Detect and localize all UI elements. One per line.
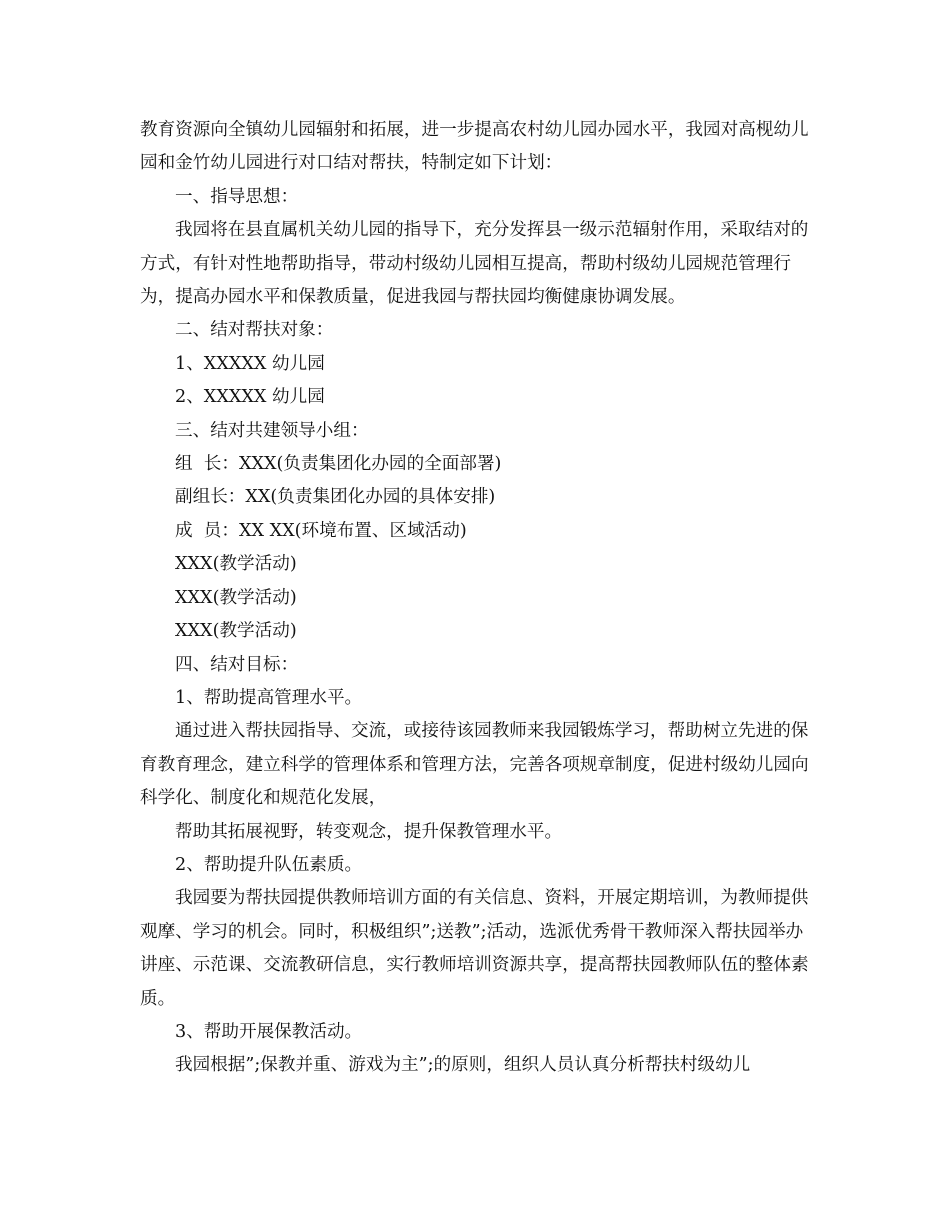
goal-heading-3: 3、帮助开展保教活动。 (175, 1021, 363, 1042)
member-line: XXX(教学活动) (175, 587, 297, 608)
target-item-1: 1、XXXXX 幼儿园 (175, 353, 325, 374)
members-line: 成 员：XX XX(环境布置、区域活动) (175, 520, 467, 541)
goal-heading-1: 1、帮助提高管理水平。 (175, 687, 363, 708)
target-item-2: 2、XXXXX 幼儿园 (175, 387, 325, 408)
leader-line: 组 长：XXX(负责集团化办园的全面部署) (175, 454, 502, 475)
section-heading-guiding-idea: 一、指导思想： (175, 186, 299, 207)
goal-heading-2: 2、帮助提升队伍素质。 (175, 854, 363, 875)
goal-1-paragraph-continued: 帮助其拓展视野，转变观念，提升保教管理水平。 (175, 821, 563, 842)
deputy-leader-line: 副组长：XX(负责集团化办园的具体安排) (175, 487, 496, 508)
member-line: XXX(教学活动) (175, 554, 297, 575)
document-body (140, 114, 812, 1083)
goal-3-paragraph: 我园根据”;保教并重、游戏为主”;的原则，组织人员认真分析帮扶村级幼儿 (175, 1055, 751, 1076)
guiding-idea-paragraph: 我园将在县直属机关幼儿园的指导下，充分发挥县一级示范辐射作用，采取结对的方式，有针对性地帮助指导，带动村级幼儿园相互提高，帮助村级幼儿园规范管理行为，提高办园水平和保教质量，促进我园与帮扶园均衡健康协调发展。 (140, 220, 809, 308)
section-heading-goals: 四、结对目标： (175, 654, 299, 675)
goal-1-paragraph: 通过进入帮扶园指导、交流，或接待该园教师来我园锻炼学习，帮助树立先进的保育教育理念，建立科学的管理体系和管理方法，完善各项规章制度，促进村级幼儿园向科学化、制度化和规范化发展， (140, 721, 809, 809)
section-heading-targets: 二、结对帮扶对象： (175, 320, 334, 341)
section-heading-leadership: 三、结对共建领导小组： (175, 420, 369, 441)
goal-2-paragraph: 我园要为帮扶园提供教师培训方面的有关信息、资料，开展定期培训，为教师提供观摩、学习的机会。同时，积极组织”;送教”;活动，选派优秀骨干教师深入帮扶园举办讲座、示范课、交流教研信息，实行教师培训资源共享，提高帮扶园教师队伍的整体素质。 (140, 888, 809, 1009)
intro-paragraph: 教育资源向全镇幼儿园辐射和拓展，进一步提高农村幼儿园办园水平，我园对高枧幼儿园和金竹幼儿园进行对口结对帮扶，特制定如下计划： (140, 120, 809, 174)
member-line: XXX(教学活动) (175, 621, 297, 642)
